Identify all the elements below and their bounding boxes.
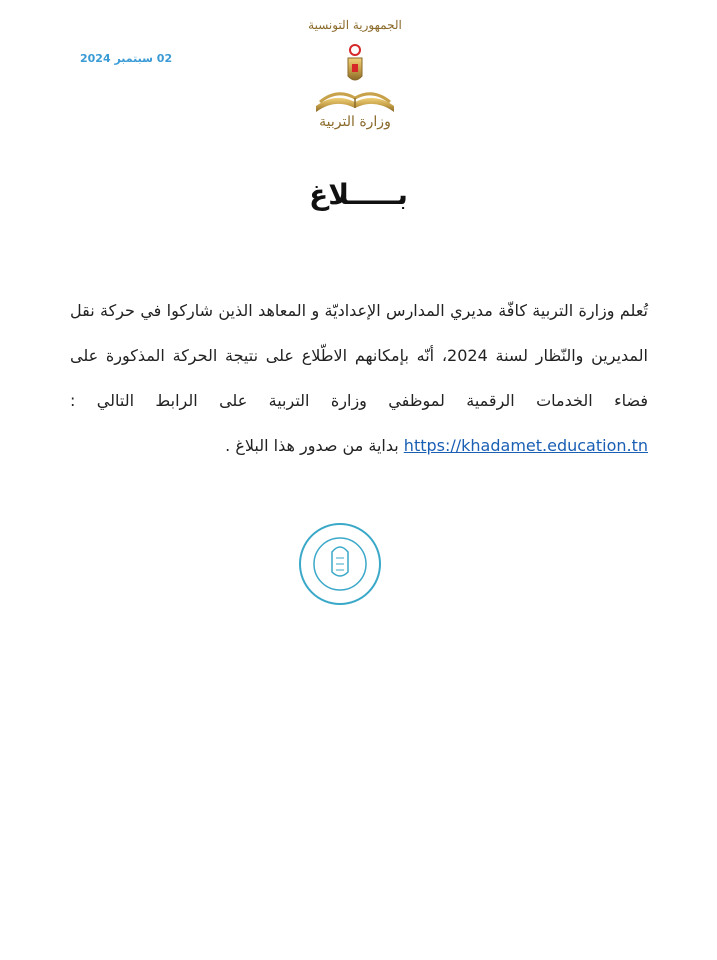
announcement-body xyxy=(70,288,648,468)
announcement-text: تُعلم وزارة التربية كافّة مديري المدارس الإعداديّة و المعاهد الذين شاركوا في حركة نقل المديرين والنّظار لسنة 2024، أنّه بإمكانهم الاطّلاع على نتيجة الحركة المذكورة على فضاء الخدمات الرقمية لموظفي وزارة التربية على الرابط التالي : xyxy=(70,301,648,410)
announcement-text-end: بداية من صدور هذا البلاغ . xyxy=(225,436,399,455)
document-title: بـــــلاغ xyxy=(309,178,408,211)
ministry-emblem xyxy=(290,14,420,144)
results-link[interactable]: https://khadamet.education.tn xyxy=(403,436,648,455)
emblem-top-text: الجمهورية التونسية xyxy=(308,18,402,32)
official-stamp xyxy=(296,522,384,610)
stamp-seal-icon xyxy=(296,522,384,606)
emblem-bottom-text: وزارة التربية xyxy=(319,114,391,130)
document-date: 02 سبتمبر 2024 xyxy=(80,52,173,65)
emblem-book-icon xyxy=(310,36,400,116)
